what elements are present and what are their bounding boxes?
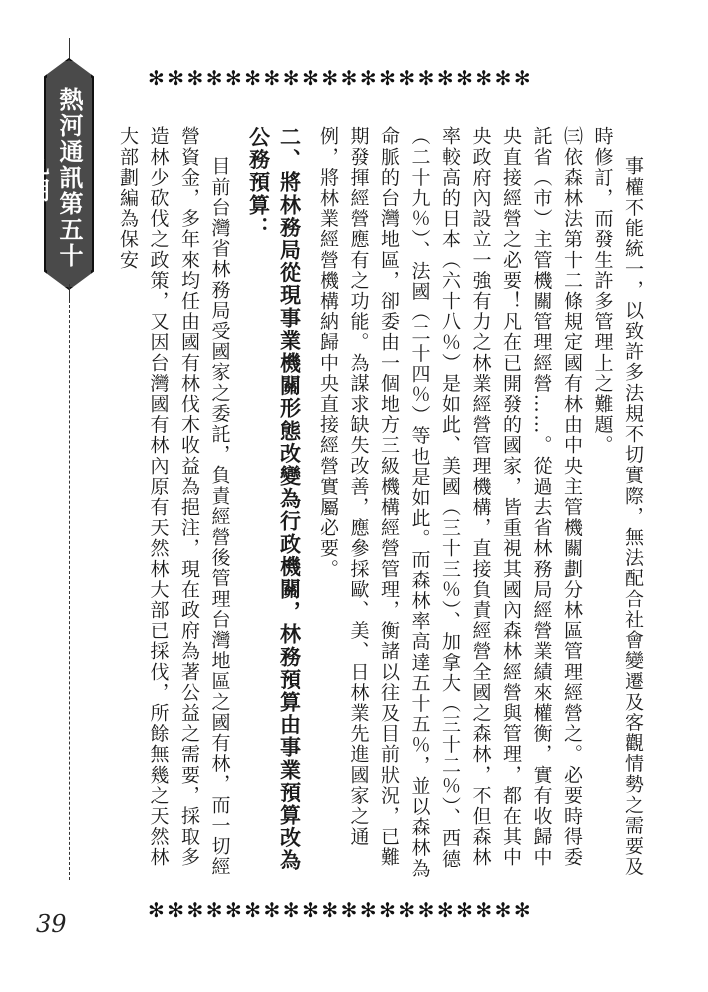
page-number: 39 xyxy=(36,910,67,938)
margin-rule-top xyxy=(69,38,70,60)
page-body xyxy=(117,126,648,886)
paragraph-item-3: ㈢依森林法第十二條規定國有林由中央主管機關劃分林區管理經營之。必要時得委託省（市）主管機關管理經營……。從過去省林務局經營業績來權衡，實有收歸中央直接經營之必要！凡在已開發的國家，皆重視其國內森林經營與管理，都在其中央政府內設立一強有力之林業經營管理機構，直接負責經營全國之森林，不但森林率較高的日本（六十八％）是如此、美國（三十三％）、加拿大（三十二％）、西德 （二十九％）、法國（二十四％）等也是如此。而森林率高達五十五％，並以森林為命脈的台灣地區，卻委由一個地方三級機構經營管理，衡諸以往及目前狀況，已難期發揮經營應有之功能。為謀求缺失改善，應參採歐、美、日林業先進國家之通例，將林業經營機構納歸中央直接經營實屬必要。 xyxy=(317,126,583,879)
paragraph-section-2: 目前台灣省林務局受國家之委託，負責經營後管理台灣地區之國有林，而一切經營資金，多年來均任由國有林伐木收益為挹注，現在政府為著公益之需要，採取多造林少砍伐之政策，又因台灣國有林內原有天然林大部已採伐，所餘無幾之天然林大部劃編為保安 xyxy=(117,126,231,878)
section-heading-2: 二、將林務局從現事業機關形態改變為行政機關，林務預算由事業預算改為公務預算： xyxy=(246,126,302,872)
chapter-tab-title: 熱河通訊第五十九期 xyxy=(21,87,84,269)
star-border-bottom: ✻✻✻✻✻✻✻✻✻✻✻✻✻✻✻✻✻✻✻✻ xyxy=(148,898,534,922)
paragraph-continued: 事權不能統一，以致許多法規不切實際，無法配合社會變遷及客觀情勢之需要及時修訂，而發生許多管理上之難題。 xyxy=(591,126,644,878)
margin-dashed-rule xyxy=(69,300,70,880)
star-border-top: ✻✻✻✻✻✻✻✻✻✻✻✻✻✻✻✻✻✻✻✻ xyxy=(148,66,534,90)
